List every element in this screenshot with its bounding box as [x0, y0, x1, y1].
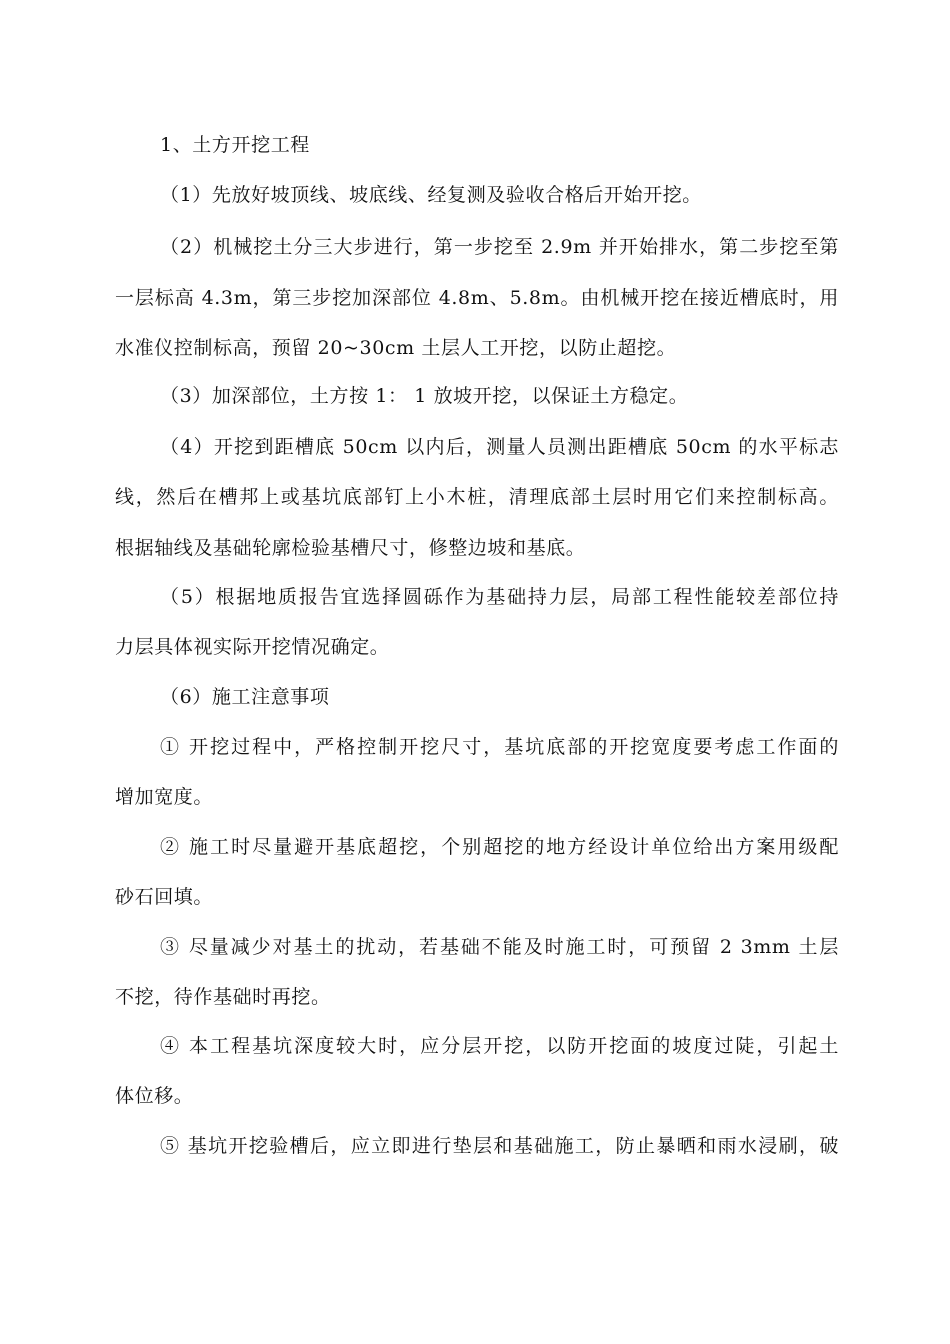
paragraph-line: （3）加深部位，土方按 1： 1 放坡开挖，以保证土方稳定。: [160, 385, 689, 407]
paragraph-line: （1）先放好坡顶线、坡底线、经复测及验收合格后开始开挖。: [160, 184, 702, 206]
paragraph-line: ② 施工时尽量避开基底超挖，个别超挖的地方经设计单位给出方案用级配: [160, 836, 839, 858]
paragraph-line: 砂石回填。: [115, 886, 214, 908]
paragraph-line: 水准仪控制标高，预留 20~30cm 土层人工开挖，以防止超挖。: [115, 337, 677, 359]
paragraph-line: ⑤ 基坑开挖验槽后，应立即进行垫层和基础施工，防止暴晒和雨水浸刷，破: [160, 1135, 839, 1157]
paragraph-line: 线，然后在槽邦上或基坑底部钉上小木桩，清理底部土层时用它们来控制标高。: [115, 486, 839, 508]
paragraph-line: ④ 本工程基坑深度较大时，应分层开挖，以防开挖面的坡度过陡，引起土: [160, 1035, 839, 1057]
paragraph-line: 一层标高 4.3m，第三步挖加深部位 4.8m、5.8m。由机械开挖在接近槽底时，用: [115, 287, 839, 309]
paragraph-line: （6）施工注意事项: [160, 686, 330, 708]
paragraph-line: 体位移。: [115, 1085, 194, 1107]
paragraph-line: 不挖，待作基础时再挖。: [115, 986, 331, 1008]
paragraph-line: （4）开挖到距槽底 50cm 以内后，测量人员测出距槽底 50cm 的水平标志: [160, 436, 839, 458]
paragraph-line: （2）机械挖土分三大步进行，第一步挖至 2.9m 并开始排水，第二步挖至第: [160, 236, 839, 258]
paragraph-line: 增加宽度。: [115, 786, 214, 808]
section-heading: 1、土方开挖工程: [160, 134, 310, 156]
paragraph-line: ③ 尽量减少对基土的扰动，若基础不能及时施工时，可预留 2 3mm 土层: [160, 936, 839, 958]
paragraph-line: ① 开挖过程中，严格控制开挖尺寸，基坑底部的开挖宽度要考虑工作面的: [160, 736, 839, 758]
paragraph-line: 力层具体视实际开挖情况确定。: [115, 636, 390, 658]
paragraph-line: 根据轴线及基础轮廓检验基槽尺寸，修整边坡和基底。: [115, 537, 586, 559]
paragraph-line: （5）根据地质报告宜选择圆砾作为基础持力层，局部工程性能较差部位持: [160, 586, 839, 608]
